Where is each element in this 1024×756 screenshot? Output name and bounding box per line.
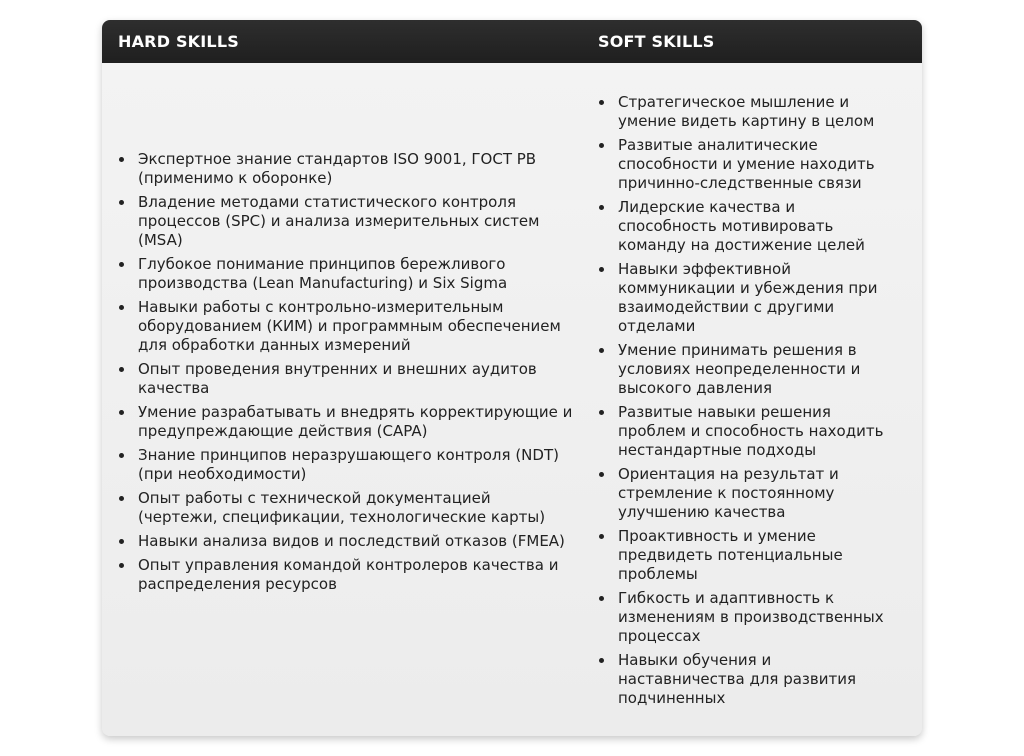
table-header bbox=[102, 20, 922, 63]
list-item: Знание принципов неразрушающего контроля (NDT) (при необходимости) bbox=[118, 446, 574, 484]
list-item: Опыт работы с технической документацией (чертежи, спецификации, технологические карты) bbox=[118, 489, 574, 527]
soft-skills-list bbox=[598, 93, 898, 713]
hard-skills-title: HARD SKILLS bbox=[118, 32, 239, 51]
list-item: Опыт управления командой контролеров качества и распределения ресурсов bbox=[118, 556, 574, 594]
list-item: Развитые аналитические способности и умение находить причинно-следственные связи bbox=[598, 136, 898, 193]
soft-skills-title: SOFT SKILLS bbox=[598, 32, 715, 51]
list-item: Навыки обучения и наставничества для развития подчиненных bbox=[598, 651, 898, 708]
list-item: Умение принимать решения в условиях неопределенности и высокого давления bbox=[598, 341, 898, 398]
list-item: Лидерские качества и способность мотивировать команду на достижение целей bbox=[598, 198, 898, 255]
list-item: Ориентация на результат и стремление к постоянному улучшению качества bbox=[598, 465, 898, 522]
skills-table bbox=[102, 20, 922, 736]
list-item: Глубокое понимание принципов бережливого производства (Lean Manufacturing) и Six Sigma bbox=[118, 255, 574, 293]
list-item: Стратегическое мышление и умение видеть картину в целом bbox=[598, 93, 898, 131]
list-item: Гибкость и адаптивность к изменениям в производственных процессах bbox=[598, 589, 898, 646]
list-item: Опыт проведения внутренних и внешних аудитов качества bbox=[118, 360, 574, 398]
list-item: Экспертное знание стандартов ISO 9001, ГОСТ РВ (применимо к оборонке) bbox=[118, 150, 574, 188]
list-item: Умение разрабатывать и внедрять корректирующие и предупреждающие действия (CAPA) bbox=[118, 403, 574, 441]
list-item: Владение методами статистического контроля процессов (SPC) и анализа измерительных систем (MSA) bbox=[118, 193, 574, 250]
list-item: Навыки работы с контрольно-измерительным оборудованием (КИМ) и программным обеспечением для обработки данных измерений bbox=[118, 298, 574, 355]
hard-skills-list bbox=[118, 150, 574, 599]
list-item: Навыки эффективной коммуникации и убеждения при взаимодействии с другими отделами bbox=[598, 260, 898, 336]
list-item: Развитые навыки решения проблем и способность находить нестандартные подходы bbox=[598, 403, 898, 460]
table-body bbox=[102, 63, 922, 736]
list-item: Проактивность и умение предвидеть потенциальные проблемы bbox=[598, 527, 898, 584]
list-item: Навыки анализа видов и последствий отказов (FMEA) bbox=[118, 532, 574, 551]
